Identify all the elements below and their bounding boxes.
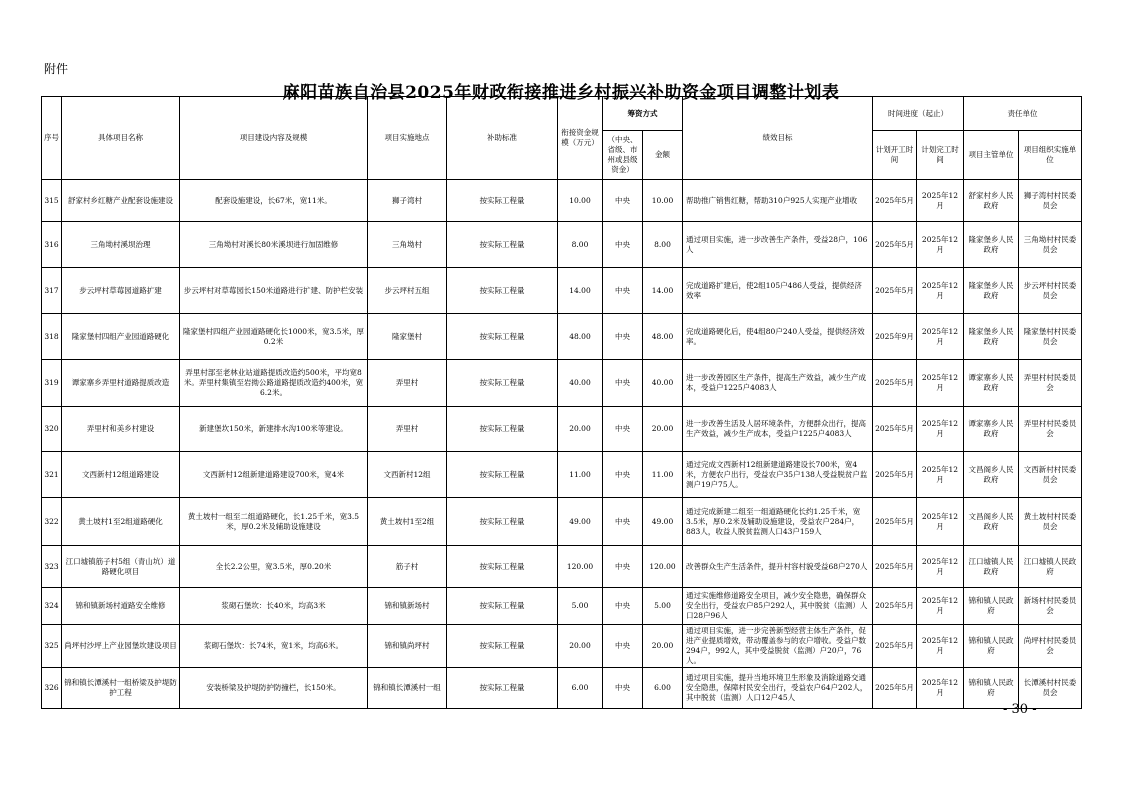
cell-content: 浆砌石堡坎：长74米，宽1米，均高6米。: [180, 625, 368, 668]
cell-organizer: 弄里村村民委员会: [1019, 407, 1082, 452]
cell-end: 2025年12月: [917, 314, 964, 360]
cell-standard: 按实际工程量: [447, 222, 558, 268]
cell-start: 2025年5月: [873, 180, 917, 222]
cell-performance: 通过完成文西新村12组新建道路建设长700米，宽4米，方便农户出行，受益农户35户138人受益脱贫户监测户19户75人。: [683, 452, 873, 498]
cell-name: 三角坳村溪坝治理: [62, 222, 180, 268]
cell-source: 中央: [603, 407, 643, 452]
cell-scale: 48.00: [558, 314, 603, 360]
cell-performance: 完成道路扩建后，使2组105户486人受益，提供经济效率: [683, 268, 873, 314]
cell-scale: 20.00: [558, 407, 603, 452]
header-location: 项目实施地点: [368, 97, 447, 180]
cell-location: 三角坳村: [368, 222, 447, 268]
cell-competent: 文昌阁乡人民政府: [964, 452, 1019, 498]
cell-amount: 14.00: [643, 268, 683, 314]
table-row: [42, 268, 1082, 314]
cell-name: 锦和镇新场村道路安全维修: [62, 588, 180, 625]
header-end: 计划完工时间: [917, 131, 964, 180]
header-responsible: 责任单位: [964, 97, 1082, 131]
cell-amount: 10.00: [643, 180, 683, 222]
cell-content: 配套设施建设，长67米，宽11米。: [180, 180, 368, 222]
cell-amount: 49.00: [643, 498, 683, 546]
cell-scale: 14.00: [558, 268, 603, 314]
cell-location: 锦和镇新场村: [368, 588, 447, 625]
cell-content: 安装桥梁及护堤防护防撞栏，长150米。: [180, 668, 368, 709]
cell-standard: 按实际工程量: [447, 360, 558, 407]
cell-location: 锦和镇长潭溪村一组: [368, 668, 447, 709]
cell-scale: 49.00: [558, 498, 603, 546]
table-row: [42, 588, 1082, 625]
cell-source: 中央: [603, 668, 643, 709]
cell-start: 2025年5月: [873, 452, 917, 498]
cell-source: 中央: [603, 180, 643, 222]
table-body: [42, 180, 1082, 709]
cell-organizer: 三角坳村村民委员会: [1019, 222, 1082, 268]
header-name: 具体项目名称: [62, 97, 180, 180]
cell-amount: 11.00: [643, 452, 683, 498]
cell-start: 2025年5月: [873, 625, 917, 668]
cell-scale: 120.00: [558, 546, 603, 588]
cell-standard: 按实际工程量: [447, 314, 558, 360]
cell-no: 319: [42, 360, 62, 407]
cell-organizer: 隆家堡村村民委员会: [1019, 314, 1082, 360]
document-title: 麻阳苗族自治县2025年财政衔接推进乡村振兴补助资金项目调整计划表: [282, 83, 840, 103]
cell-no: 316: [42, 222, 62, 268]
cell-no: 320: [42, 407, 62, 452]
cell-scale: 8.00: [558, 222, 603, 268]
cell-source: 中央: [603, 625, 643, 668]
cell-start: 2025年5月: [873, 407, 917, 452]
cell-organizer: 黄土坡村村民委员会: [1019, 498, 1082, 546]
header-funding-source: （中央、省级、市州或县级资金）: [603, 131, 643, 180]
cell-source: 中央: [603, 588, 643, 625]
cell-organizer: 文西新村村民委员会: [1019, 452, 1082, 498]
cell-end: 2025年12月: [917, 222, 964, 268]
page-number: - 30 -: [1003, 702, 1037, 717]
cell-location: 弄里村: [368, 360, 447, 407]
cell-source: 中央: [603, 360, 643, 407]
cell-performance: 通过实施维修道路安全项目，减少安全隐患，确保群众安全出行，受益农户85户292人，其中脱贫（监测）人口28户96人: [683, 588, 873, 625]
cell-organizer: 新场村村民委员会: [1019, 588, 1082, 625]
header-standard: 补助标准: [447, 97, 558, 180]
cell-scale: 40.00: [558, 360, 603, 407]
cell-location: 隆家堡村: [368, 314, 447, 360]
table-row: [42, 407, 1082, 452]
cell-amount: 20.00: [643, 407, 683, 452]
cell-name: 步云坪村草莓园道路扩建: [62, 268, 180, 314]
project-plan-table: [41, 96, 1082, 709]
cell-organizer: 尚坪村村民委员会: [1019, 625, 1082, 668]
cell-end: 2025年12月: [917, 360, 964, 407]
cell-competent: 隆家堡乡人民政府: [964, 314, 1019, 360]
cell-source: 中央: [603, 546, 643, 588]
cell-end: 2025年12月: [917, 625, 964, 668]
cell-start: 2025年5月: [873, 546, 917, 588]
cell-competent: 锦和镇人民政府: [964, 668, 1019, 709]
cell-no: 318: [42, 314, 62, 360]
header-competent: 项目主管单位: [964, 131, 1019, 180]
cell-no: 325: [42, 625, 62, 668]
cell-amount: 6.00: [643, 668, 683, 709]
cell-no: 315: [42, 180, 62, 222]
cell-content: 弄里村部至老林业站道路提质改造约500米，平均宽8米。弄里村集镇至岩拗公路道路提质改造约400米，宽6.2米。: [180, 360, 368, 407]
cell-amount: 120.00: [643, 546, 683, 588]
cell-start: 2025年5月: [873, 222, 917, 268]
cell-performance: 完成道路硬化后，使4组80户240人受益，提供经济效率。: [683, 314, 873, 360]
cell-start: 2025年5月: [873, 668, 917, 709]
table-row: [42, 452, 1082, 498]
header-start: 计划开工时间: [873, 131, 917, 180]
cell-content: 全长2.2公里，宽3.5米，厚0.20米: [180, 546, 368, 588]
cell-source: 中央: [603, 268, 643, 314]
header-organizer: 项目组织实施单位: [1019, 131, 1082, 180]
cell-scale: 11.00: [558, 452, 603, 498]
cell-no: 324: [42, 588, 62, 625]
header-content: 项目建设内容及规模: [180, 97, 368, 180]
cell-content: 三角坳村对溪长80米溪坝进行加固维修: [180, 222, 368, 268]
cell-competent: 舒家村乡人民政府: [964, 180, 1019, 222]
cell-start: 2025年9月: [873, 314, 917, 360]
cell-source: 中央: [603, 222, 643, 268]
cell-scale: 5.00: [558, 588, 603, 625]
cell-performance: 通过项目实施，进一步完善新型经营主体生产条件，促进产业提质增效，带动覆盖参与的农户增收。受益户数294户，992人，其中受益脱贫（监测）户20户，76人。: [683, 625, 873, 668]
cell-organizer: 弄里村村民委员会: [1019, 360, 1082, 407]
cell-source: 中央: [603, 498, 643, 546]
cell-standard: 按实际工程量: [447, 407, 558, 452]
cell-competent: 江口墟镇人民政府: [964, 546, 1019, 588]
cell-no: 317: [42, 268, 62, 314]
cell-name: 弄里村和美乡村建设: [62, 407, 180, 452]
cell-location: 弄里村: [368, 407, 447, 452]
cell-competent: 隆家堡乡人民政府: [964, 222, 1019, 268]
cell-standard: 按实际工程量: [447, 452, 558, 498]
cell-name: 舒家村乡红糖产业配套设施建设: [62, 180, 180, 222]
attachment-label: 附件: [44, 62, 69, 76]
cell-content: 浆砌石堡坎：长40米，均高3米: [180, 588, 368, 625]
cell-no: 323: [42, 546, 62, 588]
cell-end: 2025年12月: [917, 668, 964, 709]
header-funding-method: 筹资方式: [603, 97, 683, 131]
cell-content: 黄土坡村一组至二组道路硬化，长1.25千米，宽3.5米，厚0.2米及辅助设施建设: [180, 498, 368, 546]
cell-content: 隆家堡村四组产业园道路硬化长1000米，宽3.5米，厚0.2米: [180, 314, 368, 360]
cell-performance: 帮助推广销售红糖，帮助310户925人实现产业增收: [683, 180, 873, 222]
table-row: [42, 314, 1082, 360]
table-row: [42, 222, 1082, 268]
cell-competent: 文昌阁乡人民政府: [964, 498, 1019, 546]
cell-competent: 隆家堡乡人民政府: [964, 268, 1019, 314]
cell-location: 筋子村: [368, 546, 447, 588]
header-performance: 绩效目标: [683, 97, 873, 180]
cell-performance: 改善群众生产生活条件，提升村容村貌受益68户270人: [683, 546, 873, 588]
cell-location: 狮子湾村: [368, 180, 447, 222]
cell-no: 321: [42, 452, 62, 498]
cell-start: 2025年5月: [873, 498, 917, 546]
table-row: [42, 546, 1082, 588]
cell-organizer: 江口墟镇人民政府: [1019, 546, 1082, 588]
cell-start: 2025年5月: [873, 588, 917, 625]
cell-name: 锦和镇长潭溪村一组桥梁及护堤防护工程: [62, 668, 180, 709]
cell-name: 谭家寨乡弄里村道路提质改造: [62, 360, 180, 407]
cell-amount: 40.00: [643, 360, 683, 407]
cell-end: 2025年12月: [917, 407, 964, 452]
cell-performance: 进一步改善生活及人居环境条件，方便群众出行，提高生产效益，减少生产成本，受益户1225户4083人: [683, 407, 873, 452]
cell-amount: 5.00: [643, 588, 683, 625]
header-no: 序号: [42, 97, 62, 180]
cell-scale: 10.00: [558, 180, 603, 222]
cell-performance: 通过项目实施，提升当地环境卫生形象及消除道路交通安全隐患，保障村民安全出行，受益农户64户202人，其中脱贫（监测）人口12户45人: [683, 668, 873, 709]
cell-end: 2025年12月: [917, 180, 964, 222]
cell-name: 隆家堡村四组产业园道路硬化: [62, 314, 180, 360]
cell-amount: 20.00: [643, 625, 683, 668]
cell-standard: 按实际工程量: [447, 546, 558, 588]
cell-end: 2025年12月: [917, 498, 964, 546]
cell-source: 中央: [603, 452, 643, 498]
cell-standard: 按实际工程量: [447, 625, 558, 668]
table-row: [42, 668, 1082, 709]
cell-organizer: 长潭溪村村民委员会: [1019, 668, 1082, 709]
cell-location: 黄土坡村1至2组: [368, 498, 447, 546]
cell-start: 2025年5月: [873, 268, 917, 314]
cell-end: 2025年12月: [917, 452, 964, 498]
cell-location: 步云坪村五组: [368, 268, 447, 314]
cell-start: 2025年5月: [873, 360, 917, 407]
header-scale: 衔接资金规模（万元）: [558, 97, 603, 180]
cell-competent: 锦和镇人民政府: [964, 625, 1019, 668]
cell-standard: 按实际工程量: [447, 498, 558, 546]
cell-content: 步云坪村对草莓园长150米道路进行扩建、防护栏安装: [180, 268, 368, 314]
cell-name: 尚坪村沙坪上产业园堡坎建设项目: [62, 625, 180, 668]
cell-standard: 按实际工程量: [447, 268, 558, 314]
cell-end: 2025年12月: [917, 546, 964, 588]
cell-performance: 通过完成新建二组至一组道路硬化长约1.25千米，宽3.5米，厚0.2米及辅助设施建设，受益农户284户，883人，收益人脱贫监测人口43户159人: [683, 498, 873, 546]
cell-performance: 进一步改善园区生产条件，提高生产效益，减少生产成本，受益户1225户4083人: [683, 360, 873, 407]
cell-end: 2025年12月: [917, 588, 964, 625]
cell-competent: 锦和镇人民政府: [964, 588, 1019, 625]
cell-amount: 8.00: [643, 222, 683, 268]
cell-source: 中央: [603, 314, 643, 360]
header-funding-amount: 金额: [643, 131, 683, 180]
cell-location: 文西新村12组: [368, 452, 447, 498]
cell-no: 326: [42, 668, 62, 709]
table-row: [42, 625, 1082, 668]
cell-content: 新建堡坎150米，新建排水沟100米等建设。: [180, 407, 368, 452]
cell-competent: 谭家寨乡人民政府: [964, 360, 1019, 407]
cell-name: 文西新村12组道路建设: [62, 452, 180, 498]
cell-scale: 6.00: [558, 668, 603, 709]
cell-name: 江口墟镇筋子村5组（青山坑）道路硬化项目: [62, 546, 180, 588]
table-row: [42, 180, 1082, 222]
cell-end: 2025年12月: [917, 268, 964, 314]
cell-amount: 48.00: [643, 314, 683, 360]
cell-location: 锦和镇尚坪村: [368, 625, 447, 668]
cell-organizer: 步云坪村村民委员会: [1019, 268, 1082, 314]
cell-standard: 按实际工程量: [447, 588, 558, 625]
table-row: [42, 360, 1082, 407]
cell-scale: 20.00: [558, 625, 603, 668]
cell-content: 文西新村12组新建道路建设700米，宽4米: [180, 452, 368, 498]
cell-standard: 按实际工程量: [447, 180, 558, 222]
cell-no: 322: [42, 498, 62, 546]
cell-name: 黄土坡村1至2组道路硬化: [62, 498, 180, 546]
header-schedule: 时间进度（起止）: [873, 97, 964, 131]
cell-competent: 谭家寨乡人民政府: [964, 407, 1019, 452]
cell-performance: 通过项目实施，进一步改善生产条件，受益28户，106人: [683, 222, 873, 268]
cell-organizer: 狮子湾村村民委员会: [1019, 180, 1082, 222]
cell-standard: 按实际工程量: [447, 668, 558, 709]
table-row: [42, 498, 1082, 546]
